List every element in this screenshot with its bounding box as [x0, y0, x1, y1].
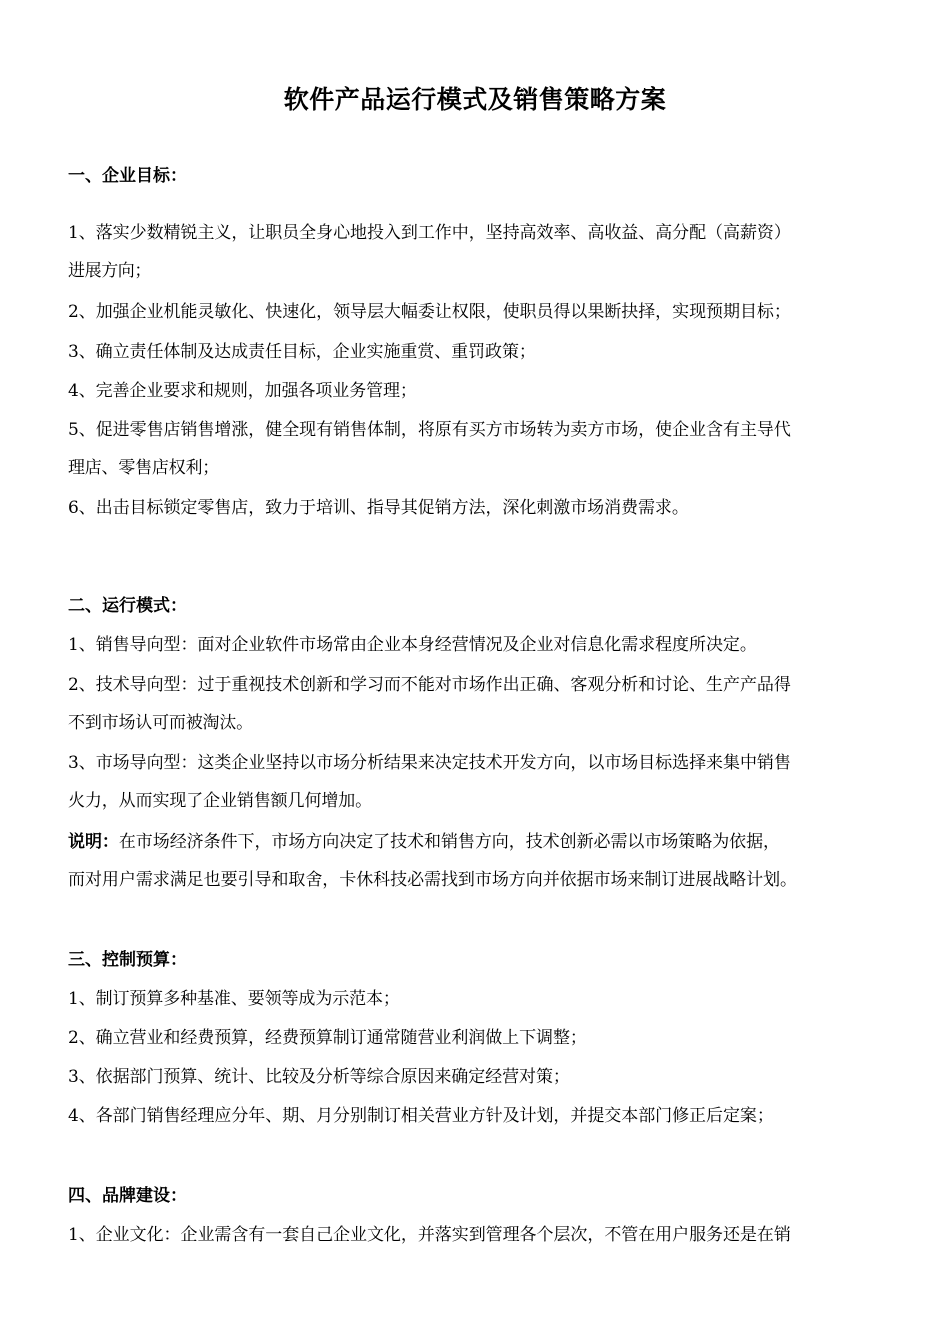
list-item: [68, 372, 888, 410]
paragraph-line: 3、市场导向型：这类企业坚持以市场分析结果来决定技术开发方向，以市场目标选择来集中销售: [68, 753, 791, 773]
paragraph-line: 4、完善企业要求和规则，加强各项业务管理；: [68, 381, 417, 401]
paragraph-line: 1、销售导向型：面对企业软件市场常由企业本身经营情况及企业对信息化需求程度所决定。: [68, 635, 757, 655]
list-item: [68, 1058, 888, 1096]
list-item: [68, 333, 888, 371]
section-heading-brand: 四、品牌建设：: [68, 1186, 187, 1206]
list-item: [68, 744, 888, 820]
paragraph-line: 2、加强企业机能灵敏化、快速化，领导层大幅委让权限，使职员得以果断抉择，实现预期目标；: [68, 302, 791, 322]
list-item: [68, 293, 888, 331]
list-item: [68, 1019, 888, 1057]
note-label: 说明：: [68, 832, 119, 852]
paragraph-line: 3、确立责任体制及达成责任目标，企业实施重赏、重罚政策；: [68, 342, 536, 362]
note-paragraph: [68, 823, 888, 899]
paragraph-line: 1、落实少数精锐主义，让职员全身心地投入到工作中，坚持高效率、高收益、高分配（高薪资）: [68, 223, 791, 243]
note-text: 在市场经济条件下，市场方向决定了技术和销售方向，技术创新必需以市场策略为依据，: [118, 832, 781, 852]
list-item: [68, 1216, 888, 1254]
section-heading-budget: 三、控制预算：: [68, 950, 187, 970]
paragraph-line: 2、确立营业和经费预算，经费预算制订通常随营业利润做上下调整；: [68, 1028, 587, 1048]
list-item: [68, 411, 888, 487]
list-item: [68, 214, 888, 290]
paragraph-line: 5、促进零售店销售增涨，健全现有销售体制，将原有买方市场转为卖方市场，使企业含有主导代: [68, 420, 791, 440]
paragraph-line: 火力，从而实现了企业销售额几何增加。: [68, 791, 372, 811]
list-item: [68, 626, 888, 664]
paragraph-line: 3、依据部门预算、统计、比较及分析等综合原因来确定经营对策；: [68, 1067, 570, 1087]
list-item: [68, 1097, 888, 1135]
paragraph-line: 4、各部门销售经理应分年、期、月分别制订相关营业方针及计划，并提交本部门修正后定案；: [68, 1106, 774, 1126]
list-item: [68, 489, 888, 527]
paragraph-line: 不到市场认可而被淘汰。: [68, 713, 253, 733]
list-item: [68, 666, 888, 742]
paragraph-line: 2、技术导向型：过于重视技术创新和学习而不能对市场作出正确、客观分析和讨论、生产产品得: [68, 675, 791, 695]
section-heading-operation-mode: 二、运行模式：: [68, 596, 187, 616]
paragraph-line: 6、出击目标锁定零售店，致力于培训、指导其促销方法，深化刺激市场消费需求。: [68, 498, 689, 518]
section-heading-goals: 一、企业目标：: [68, 166, 187, 186]
list-item: [68, 980, 888, 1018]
paragraph-line: 而对用户需求满足也要引导和取舍，卡休科技必需找到市场方向并依据市场来制订进展战略计划。: [68, 870, 797, 890]
paragraph-line: 1、企业文化：企业需含有一套自己企业文化，并落实到管理各个层次，不管在用户服务还是在销: [68, 1225, 791, 1245]
paragraph-line: 理店、零售店权利；: [68, 458, 219, 478]
paragraph-line: 1、制订预算多种基准、要领等成为示范本；: [68, 989, 400, 1009]
paragraph-line: [68, 823, 888, 861]
paragraph-line: 进展方向；: [68, 261, 151, 281]
document-title: 软件产品运行模式及销售策略方案: [283, 85, 667, 114]
